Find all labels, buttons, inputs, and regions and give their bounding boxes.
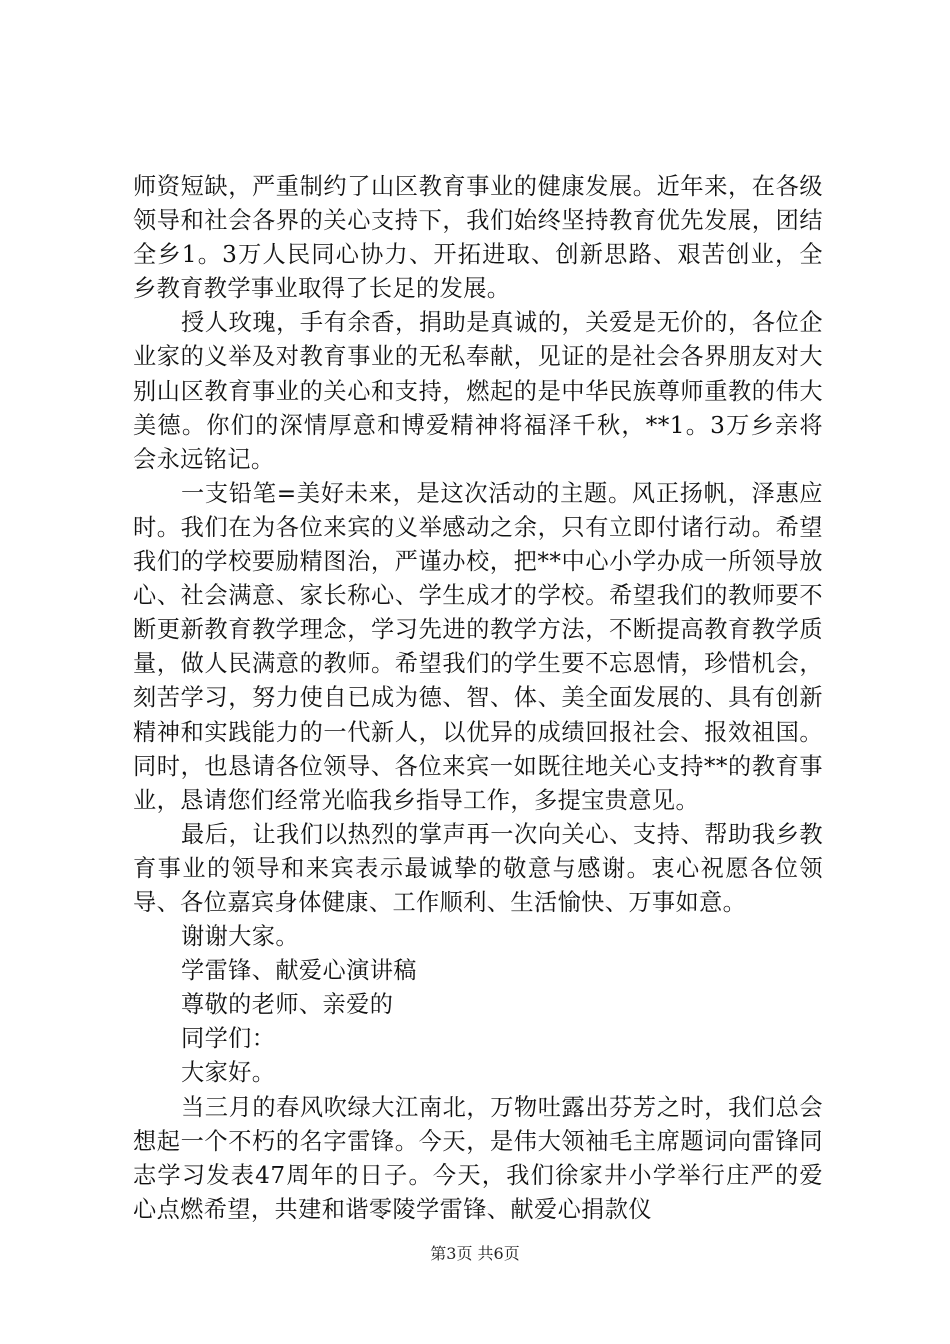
speech-title: 学雷锋、献爱心演讲稿 — [181, 957, 417, 985]
thanks-line: 谢谢大家。 — [181, 923, 299, 951]
document-body — [133, 170, 823, 1227]
greeting-line: 大家好。 — [181, 1059, 276, 1087]
paragraph-2: 授人玫瑰，手有余香，捐助是真诚的，关爱是无价的，各位企业家的义举及对教育事业的无私奉献，见证的是社会各界朋友对大别山区教育事业的关心和支持，燃起的是中华民族尊师重教的伟大美德。你们的深情厚意和博爱精神将福泽千秋，**1。3万乡亲将会永远铭记。 — [133, 309, 823, 473]
salutation-line-2: 同学们： — [181, 1025, 276, 1053]
page-footer: 第3页 共6页 — [430, 1244, 520, 1263]
paragraph-4: 最后，让我们以热烈的掌声再一次向关心、支持、帮助我乡教育事业的领导和来宾表示最诚挚的敬意与感谢。衷心祝愿各位领导、各位嘉宾身体健康、工作顺利、生活愉快、万事如意。 — [133, 820, 823, 916]
paragraph-5: 当三月的春风吹绿大江南北，万物吐露出芬芳之时，我们总会想起一个不朽的名字雷锋。今天，是伟大领袖毛主席题词向雷锋同志学习发表47周年的日子。今天，我们徐家井小学举行庄严的爱心点燃希望，共建和谐零陵学雷锋、献爱心捐款仪 — [133, 1093, 823, 1223]
paragraph-3: 一支铅笔=美好未来，是这次活动的主题。风正扬帆，泽惠应时。我们在为各位来宾的义举感动之余，只有立即付诸行动。希望我们的学校要励精图治，严谨办校，把**中心小学办成一所领导放心、社会满意、家长称心、学生成才的学校。希望我们的教师要不断更新教育教学理念，学习先进的教学方法，不断提高教育教学质量，做人民满意的教师。希望我们的学生要不忘恩情，珍惜机会，刻苦学习，努力使自已成为德、智、体、美全面发展的、具有创新精神和实践能力的一代新人，以优异的成绩回报社会、报效祖国。同时，也恳请各位领导、各位来宾一如既往地关心支持**的教育事业，恳请您们经常光临我乡指导工作，多提宝贵意见。 — [133, 479, 823, 814]
salutation-line-1: 尊敬的老师、亲爱的 — [181, 991, 394, 1019]
paragraph-1: 师资短缺，严重制约了山区教育事业的健康发展。近年来，在各级领导和社会各界的关心支持下，我们始终坚持教育优先发展，团结全乡1。3万人民同心协力、开拓进取、创新思路、艰苦创业，全乡教育教学事业取得了长足的发展。 — [133, 173, 823, 303]
